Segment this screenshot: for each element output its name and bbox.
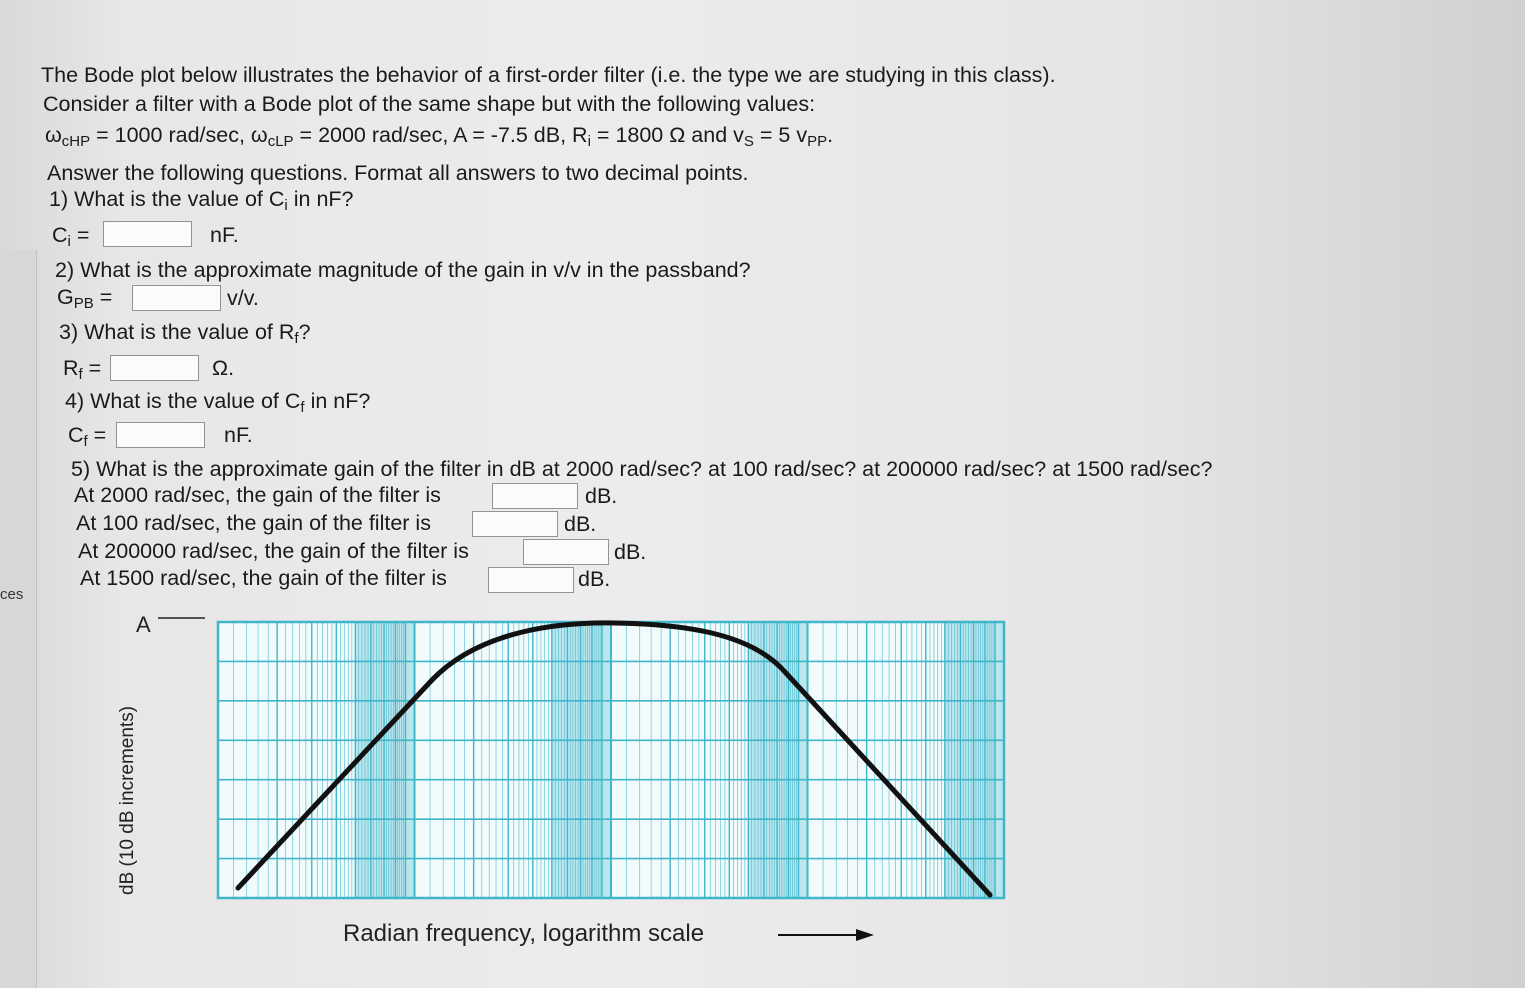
q4-unit: nF. — [224, 423, 253, 447]
question-2: 2) What is the approximate magnitude of the gain in v/v in the passband? — [55, 258, 751, 282]
intro-params: $\omega_{cHP} = 1000$ rad/sec, $\omega_{cLP} = 2000$ rad/sec, A = -7.5 dB, $R_i = 1800$ Ω and $v_S = 5$ $v_{PP}$. — [45, 123, 834, 150]
q2-unit: v/v. — [227, 286, 259, 310]
q3-lhs: $R_f$ = — [63, 356, 102, 383]
q4-lhs: $C_f$ = — [68, 423, 107, 450]
a-level-label: A — [136, 612, 151, 637]
q1-lhs: $C_i$ = — [52, 223, 90, 250]
q5-unit-100: dB. — [564, 512, 597, 536]
intro-line-2: Consider a filter with a Bode plot of the same shape but with the following values: — [43, 92, 816, 116]
q1-unit: nF. — [210, 223, 239, 247]
q2-lhs: $G_{PB}$ = — [57, 285, 113, 312]
q5-unit-1500: dB. — [578, 567, 611, 591]
q5-unit-2000: dB. — [585, 484, 618, 508]
q5-unit-200000: dB. — [614, 540, 647, 564]
question-4: 4) What is the value of $C_f$ in nF? — [65, 389, 371, 416]
x-axis-arrow-head — [856, 929, 874, 941]
q5-line-100: At 100 rad/sec, the gain of the filter is — [76, 511, 431, 535]
q5-line-1500: At 1500 rad/sec, the gain of the filter is — [80, 566, 447, 590]
question-3: 3) What is the value of $R_f$? — [59, 320, 311, 347]
q3-unit: Ω. — [212, 356, 235, 380]
intro-line-1: The Bode plot below illustrates the behavior of a first-order filter (i.e. the type we are studying in this class). — [41, 63, 1056, 87]
question-5: 5) What is the approximate gain of the filter in dB at 2000 rad/sec? at 100 rad/sec? at 200000 rad/sec? at 1500 rad/sec? — [71, 457, 1213, 481]
intro-line-4: Answer the following questions. Format all answers to two decimal points. — [47, 161, 749, 185]
q5-line-200000: At 200000 rad/sec, the gain of the filter is — [78, 539, 469, 563]
q5-line-2000: At 2000 rad/sec, the gain of the filter is — [74, 483, 441, 507]
x-axis-label: Radian frequency, logarithm scale — [343, 920, 705, 947]
question-1: 1) What is the value of $C_i$ in nF? — [49, 187, 354, 214]
sidebar-fragment: ces — [0, 586, 24, 603]
y-axis-label: dB (10 dB increments) — [117, 705, 138, 895]
